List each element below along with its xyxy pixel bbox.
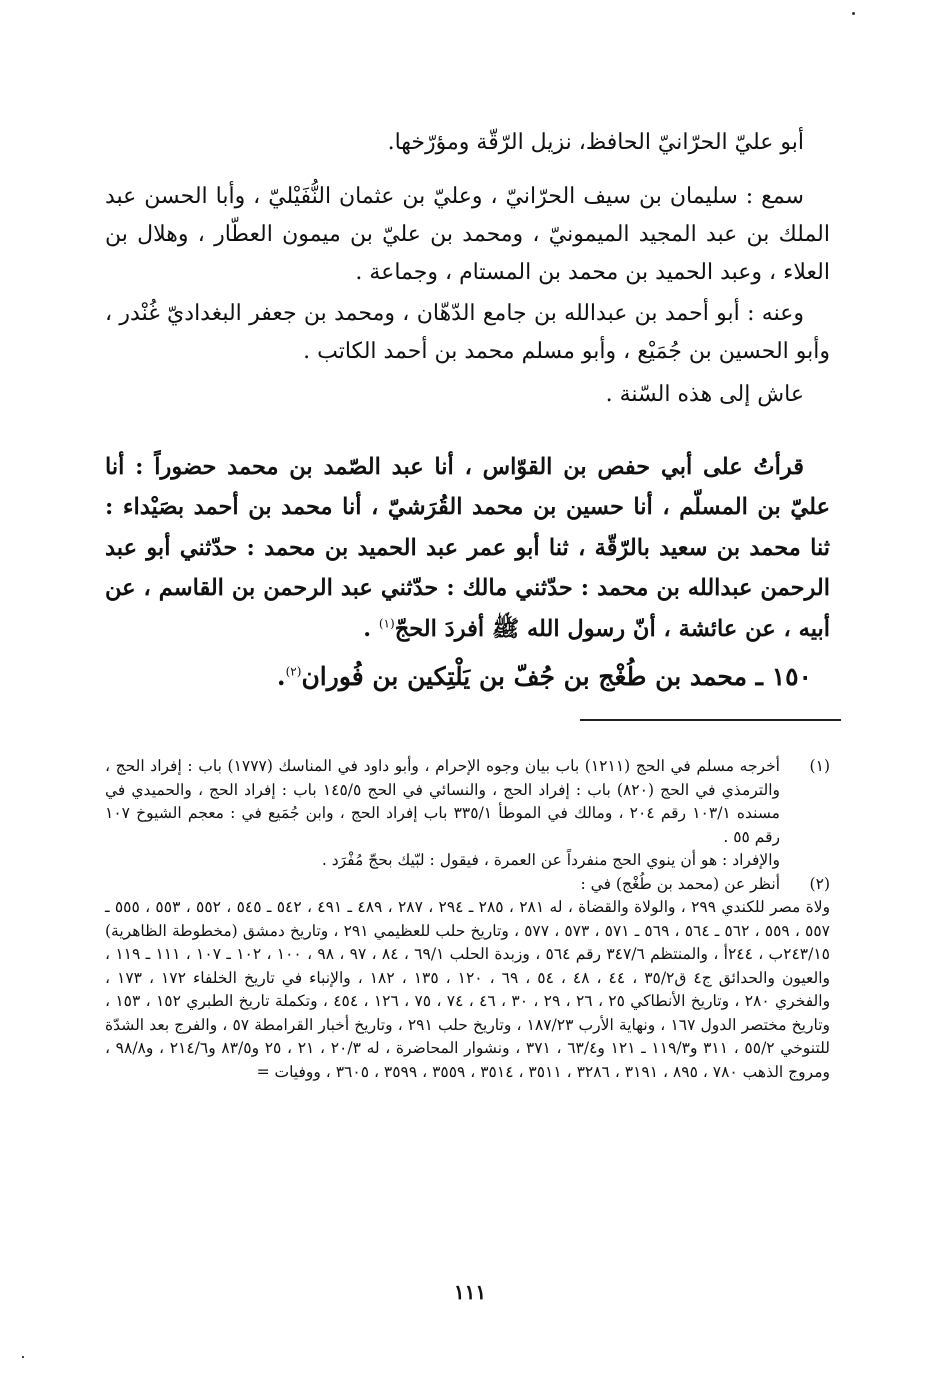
page-number: ١١١ xyxy=(453,1280,487,1304)
footnote-1-extra xyxy=(105,849,830,873)
footnote-ref-1: (١) xyxy=(378,616,395,630)
entry-title: ١٥٠ ـ محمد بن طُغْج بن جُفّ بن يَلْتِكين بن فُوران xyxy=(301,662,812,691)
footnote-2-intro: أنظر عن (محمد بن طُغْج) في : xyxy=(580,874,780,893)
footnote-1-text: أخرجه مسلم في الحج (١٢١١) باب بيان وجوه الإحرام ، وأبو داود في المناسك (١٧٧٧) باب : إفراد الحج ، والترمذي في الحج (٨٢٠) باب : إفراد الحج ، والنسائي في الحج ١٤٥/٥ باب : إفراد الحج ، والحميدي في مسنده ١٠٣/١ رقم ٢٠٤ ، ومالك في الموطأ ٣٣٥/١ باب إفراد الحج ، وابن جُمَيع في : معجم الشيوخ ١٠٧ رقم ٥٥ . xyxy=(105,757,780,846)
scan-speck xyxy=(22,1356,24,1358)
hadith-paragraph xyxy=(105,447,830,650)
footnote-2-number: (٢) xyxy=(809,874,830,893)
footnote-1-number: (١) xyxy=(809,757,830,775)
footnote-2-body xyxy=(105,896,830,1084)
students-paragraph: وعنه : أبو أحمد بن عبدالله بن جامع الدّهّان ، ومحمد بن جعفر البغداديّ غُنْدر ، وأبو الحسين بن جُمَيْع ، وأبو مسلم محمد بن أحمد الكاتب . xyxy=(105,301,830,364)
entry-end: . xyxy=(276,662,286,691)
lived-line: عاش إلى هذه السّنة . xyxy=(605,382,804,407)
entry-heading xyxy=(105,657,830,697)
hadith-text: قرأتُ على أبي حفص بن القوّاس ، أنا عبد الصّمد بن محمد حضوراً : أنا عليّ بن المسلّم ، أنا حسين بن محمد القُرَشيّ ، أنا محمد بن أحمد بصَيْداء : ثنا محمد بن سعيد بالرّقّة ، ثنا أبو عمر عبد الحميد بن محمد : حدّثني أبو عبد الرحمن عبدالله بن محمد : حدّثني مالك : حدّثني عبد الرحمن بن القاسم ، عن أبيه ، عن عائشة ، أنّ رسول الله ﷺ أفردَ الحجّ xyxy=(105,453,830,642)
footnote-1 xyxy=(105,755,830,849)
footnote-divider xyxy=(580,719,841,721)
footnote-1-extra-text: والإفراد : هو أن ينوي الحج منفرداً عن العمرة ، فيقول : لبّيك بحجّ مُفْرَد . xyxy=(321,851,780,869)
footnote-2-text: ولاة مصر للكندي ٢٩٩ ، والولاة والقضاة ، له ٢٨١ ، ٢٨٥ ـ ٢٩٤ ، ٢٨٧ ، ٤٨٩ ـ ٤٩١ ، ٥٤٢ ـ ٥٤٥ ، ٥٥٢ ، ٥٥٣ ، ٥٥٥ ـ ٥٥٧ ، ٥٥٩ ، ٥٦٢ ـ ٥٦٤ ، ٥٦٩ ـ ٥٧١ ، ٥٧٣ ، ٥٧٧ ، وتاريخ حلب للعظيمي ٢٩١ ، وتاريخ دمشق (مخطوطة الظاهرية) ٢٤٣/١٥ب ، ٢٤٤أ ، والمنتظم ٣٤٧/٦ رقم ٥٦٤ ، وزبدة الحلب ٦٩/١ ، ٨٤ ، ٩٧ ، ٩٨ ، ١٠٠ ، ١٠٢ ـ ١٠٧ ، ١١١ ـ ١١٩ ، والعيون والحدائق ج٤ ق٣٥/٢ ، ٤٤ ، ٤٨ ، ٥٤ ، ٦٩ ، ١٢٠ ، ١٣٥ ، ١٨٢ ، والإنباء في تاريخ الخلفاء ١٧٢ ، ١٧٣ ، والفخري ٢٨٠ ، وتاريخ الأنطاكي ٢٥ ، ٢٦ ، ٢٩ ، ٣٠ ، ٤٦ ، ٧٤ ، ٧٥ ، ١٢٦ ، ٤٥٤ ، وتكملة تاريخ الطبري ١٥٢ ، ١٥٣ ، وتاريخ مختصر الدول ١٦٧ ، ونهاية الأرب ١٨٧/٢٣ ، وتاريخ حلب ٢٩١ ، وتاريخ أخبار القرامطة ٥٧ ، والفرج بعد الشدّة للتنوخي ٥٥/٢ ، ٣١١ و١١٩/٣ ـ ١٢١ و٦٣/٤ ، ٣٧١ ، ونشوار المحاضرة ، له ٢٠/٣ ، ٢١ ، ٢٥ و٨٣/٥ و٢١٤/٦ ، و٩٨/٨ ، ومروج الذهب ٧٨٠ ، ٨٩٥ ، ٣١٩١ ، ٣٢٨٦ ، ٣٥١١ ، ٣٥١٤ ، ٣٥٥٩ ، ٣٥٩٩ ، ٣٦٠٥ ، ووفيات = xyxy=(105,898,831,1081)
footnote-2 xyxy=(105,873,830,897)
intro-line: أبو عليّ الحرّانيّ الحافظ، نزيل الرّقّة ومؤرّخها. xyxy=(387,130,804,155)
footnote-ref-2: (٢) xyxy=(285,664,302,679)
scan-dot xyxy=(852,12,855,15)
footnotes xyxy=(105,755,830,1084)
teachers-paragraph: سمع : سليمان بن سيف الحرّانيّ ، وعليّ بن عثمان النُّفَيْليّ ، وأبا الحسن عبد الملك بن عبد المجيد الميمونيّ ، ومحمد بن عليّ بن ميمون العطّار ، وهلال بن العلاء ، وعبد الحميد بن محمد بن المستام ، وجماعة . xyxy=(105,184,830,285)
hadith-end: . xyxy=(363,615,379,642)
